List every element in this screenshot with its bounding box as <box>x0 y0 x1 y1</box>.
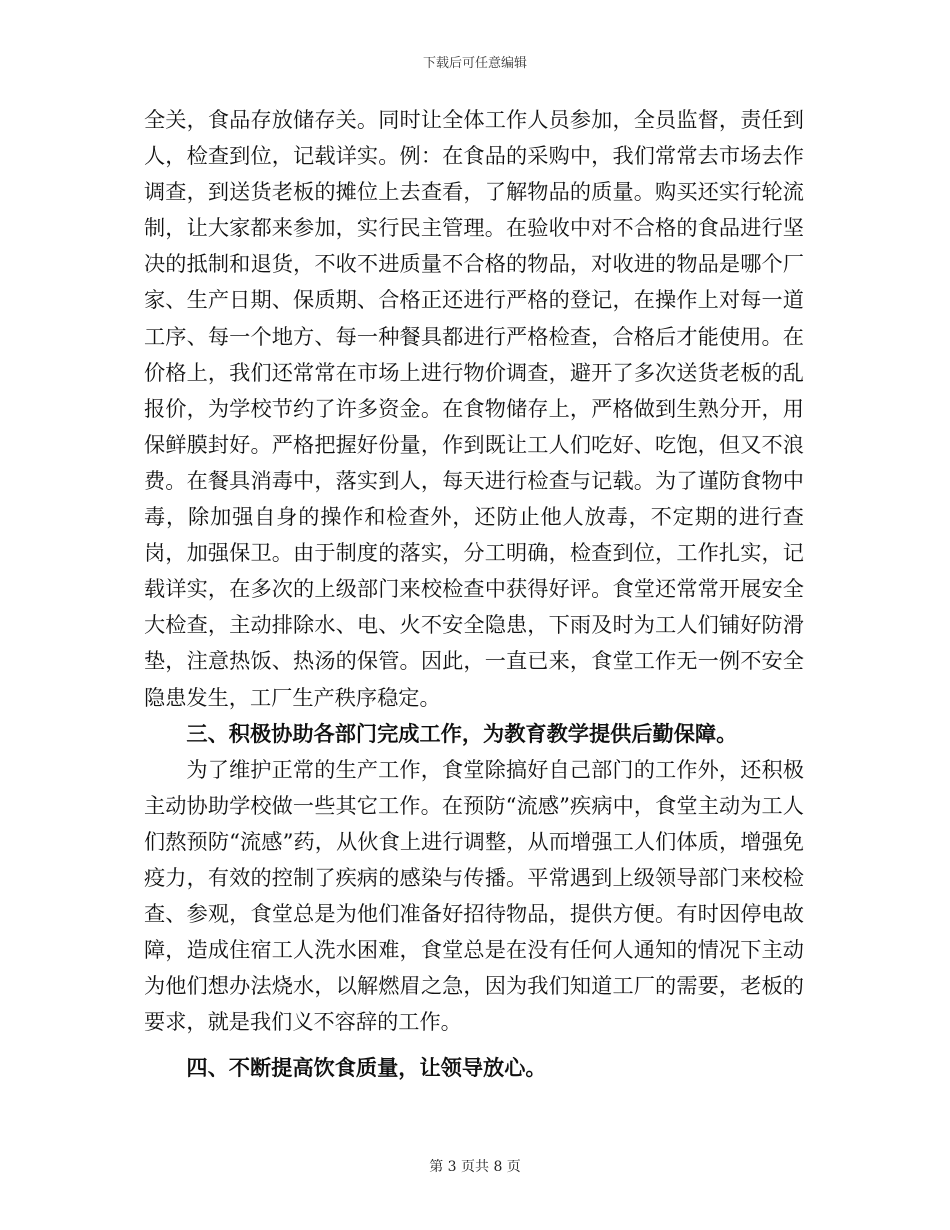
page-number: 第 3 页共 8 页 <box>429 1159 521 1175</box>
document-body <box>144 102 804 1087</box>
section-heading: 四、不断提高饮食质量，让领导放心。 <box>186 1055 547 1081</box>
body-paragraph: 全关，食品存放储存关。同时让全体工作人员参加，全员监督，责任到人，检查到位，记载详实。例：在食品的采购中，我们常常去市场去作调查，到送货老板的摊位上去查看，了解物品的质量。购买还实行轮流制，让大家都来参加，实行民主管理。在验收中对不合格的食品进行坚决的抵制和退货，不收不进质量不合格的物品，对收进的物品是哪个厂家、生产日期、保质期、合格正还进行严格的登记，在操作上对每一道工序、每一个地方、每一种餐具都进行严格检查，合格后才能使用。在价格上，我们还常常在市场上进行物价调查，避开了多次送货老板的乱报价，为学校节约了许多资金。在食物储存上，严格做到生熟分开，用保鲜膜封好。严格把握好份量，作到既让工人们吃好、吃饱，但又不浪费。在餐具消毒中，落实到人，每天进行检查与记载。为了谨防食物中毒，除加强自身的操作和检查外，还防止他人放毒，不定期的进行查岗，加强保卫。由于制度的落实，分工明确，检查到位，工作扎实，记载详实，在多次的上级部门来校检查中获得好评。食堂还常常开展安全大检查，主动排除水、电、火不安全隐患，下雨及时为工人们铺好防滑垫，注意热饭、热汤的保管。因此，一直已来，食堂工作无一例不安全隐患发生，工厂生产秩序稳定。 <box>144 107 804 710</box>
body-paragraph: 为了维护正常的生产工作，食堂除搞好自己部门的工作外，还积极主动协助学校做一些其它工作。在预防“流感”疾病中，食堂主动为工人们熬预防“流感”药，从伙食上进行调整，从而增强工人们体质，增强免疫力，有效的控制了疾病的感染与传播。平常遇到上级领导部门来校检查、参观，食堂总是为他们准备好招待物品，提供方便。有时因停电故障，造成住宿工人洗水困难，食堂总是在没有任何人通知的情况下主动为他们想办法烧水，以解燃眉之急，因为我们知道工厂的需要，老板的要求，就是我们义不容辞的工作。 <box>144 756 804 1035</box>
section-heading: 三、积极协助各部门完成工作，为教育教学提供后勤保障。 <box>186 720 738 746</box>
page-header: 下载后可任意编辑 <box>422 56 527 71</box>
